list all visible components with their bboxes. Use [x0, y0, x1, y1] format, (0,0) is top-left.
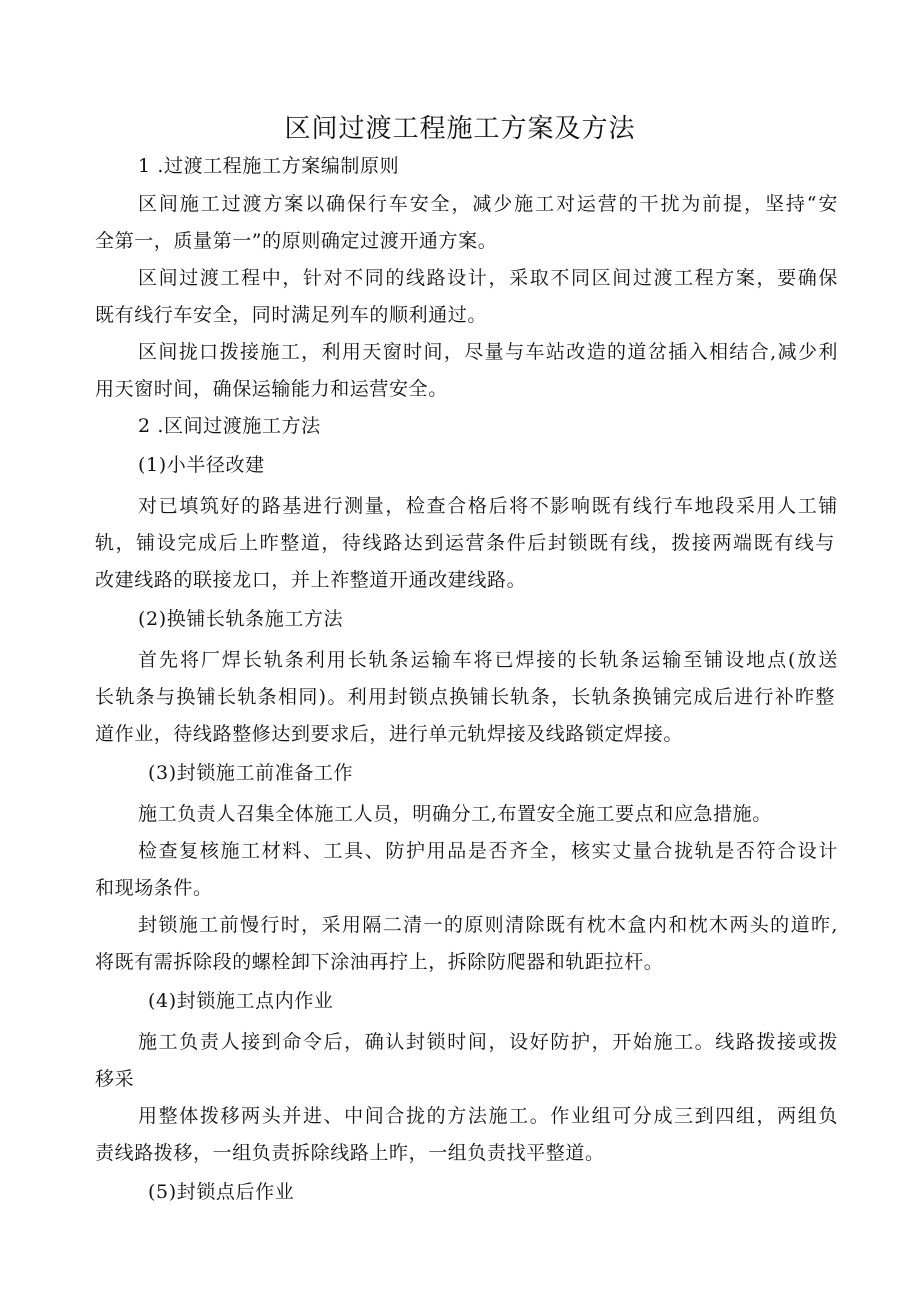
paragraph-line: 将既有需拆除段的螺栓卸下涂油再拧上，拆除防爬器和轨距拉杆。 [95, 951, 664, 973]
subsection-heading: (2)换铺长轨条施工方法 [138, 608, 344, 630]
paragraph-line: 用整体拨移两头并进、中间合拢的方法施工。作业组可分成三到四组，两组负 [138, 1105, 838, 1127]
paragraph-line: 用天窗时间，确保运输能力和运营安全。 [95, 378, 448, 400]
paragraph-line: 检查复核施工材料、工具、防护用品是否齐全，核实丈量合拢轨是否符合设计 [138, 840, 838, 862]
paragraph-line: 长轨条与换铺长轨条相同)。利用封锁点换铺长轨条，长轨条换铺完成后进行补昨整 [95, 686, 835, 708]
paragraph-line: 首先将厂焊长轨条利用长轨条运输车将已焊接的长轨条运输至铺设地点(放送 [138, 649, 838, 671]
subsection-heading: (1)小半径改建 [138, 454, 265, 476]
paragraph-line: 道作业，待线路整修达到要求后，进行单元轨焊接及线路锁定焊接。 [95, 723, 684, 745]
subsection-heading: (5)封锁点后作业 [148, 1181, 295, 1203]
paragraph-line: 区间拢口拨接施工，利用天窗时间，尽量与车站改造的道岔插入相结合,减少利 [138, 341, 838, 363]
paragraph-line: 轨，铺设完成后上昨整道，待线路达到运营条件后封锁既有线，拨接两端既有线与 [95, 532, 835, 554]
subsection-heading: (4)封锁施工点内作业 [148, 990, 334, 1012]
paragraph-line: 施工负责人接到命令后，确认封锁时间，设好防护，开始施工。线路拨接或拨 [138, 1031, 838, 1053]
paragraph-line: 责线路拨移，一组负责拆除线路上昨，一组负责找平整道。 [95, 1142, 605, 1164]
paragraph-line: 移采 [95, 1068, 135, 1090]
subsection-heading: (3)封锁施工前准备工作 [148, 762, 354, 784]
paragraph-line: 施工负责人召集全体施工人员，明确分工,布置安全施工要点和应急措施。 [138, 803, 772, 825]
paragraph-line: 区间过渡工程中，针对不同的线路设计，采取不同区间过渡工程方案，要确保 [138, 267, 838, 289]
section-heading-2: 2 .区间过渡施工方法 [138, 415, 321, 437]
paragraph-line: 区间施工过渡方案以确保行车安全，减少施工对运营的干扰为前提，坚持“安 [138, 193, 838, 215]
section-heading-1: 1 .过渡工程施工方案编制原则 [138, 155, 400, 177]
document-title: 区间过渡工程施工方案及方法 [284, 114, 636, 144]
paragraph-line: 全第一，质量第一”的原则确定过渡开通方案。 [95, 230, 498, 252]
paragraph-line: 改建线路的联接龙口，并上祚整道开通改建线路。 [95, 569, 527, 591]
paragraph-line: 对已填筑好的路基进行测量，检查合格后将不影响既有线行车地段采用人工铺 [138, 495, 838, 517]
paragraph-line: 既有线行车安全，同时满足列车的顺利通过。 [95, 304, 488, 326]
paragraph-line: 和现场条件。 [95, 877, 213, 899]
paragraph-line: 封锁施工前慢行时，采用隔二清一的原则清除既有枕木盒内和枕木两头的道昨, [138, 914, 838, 936]
